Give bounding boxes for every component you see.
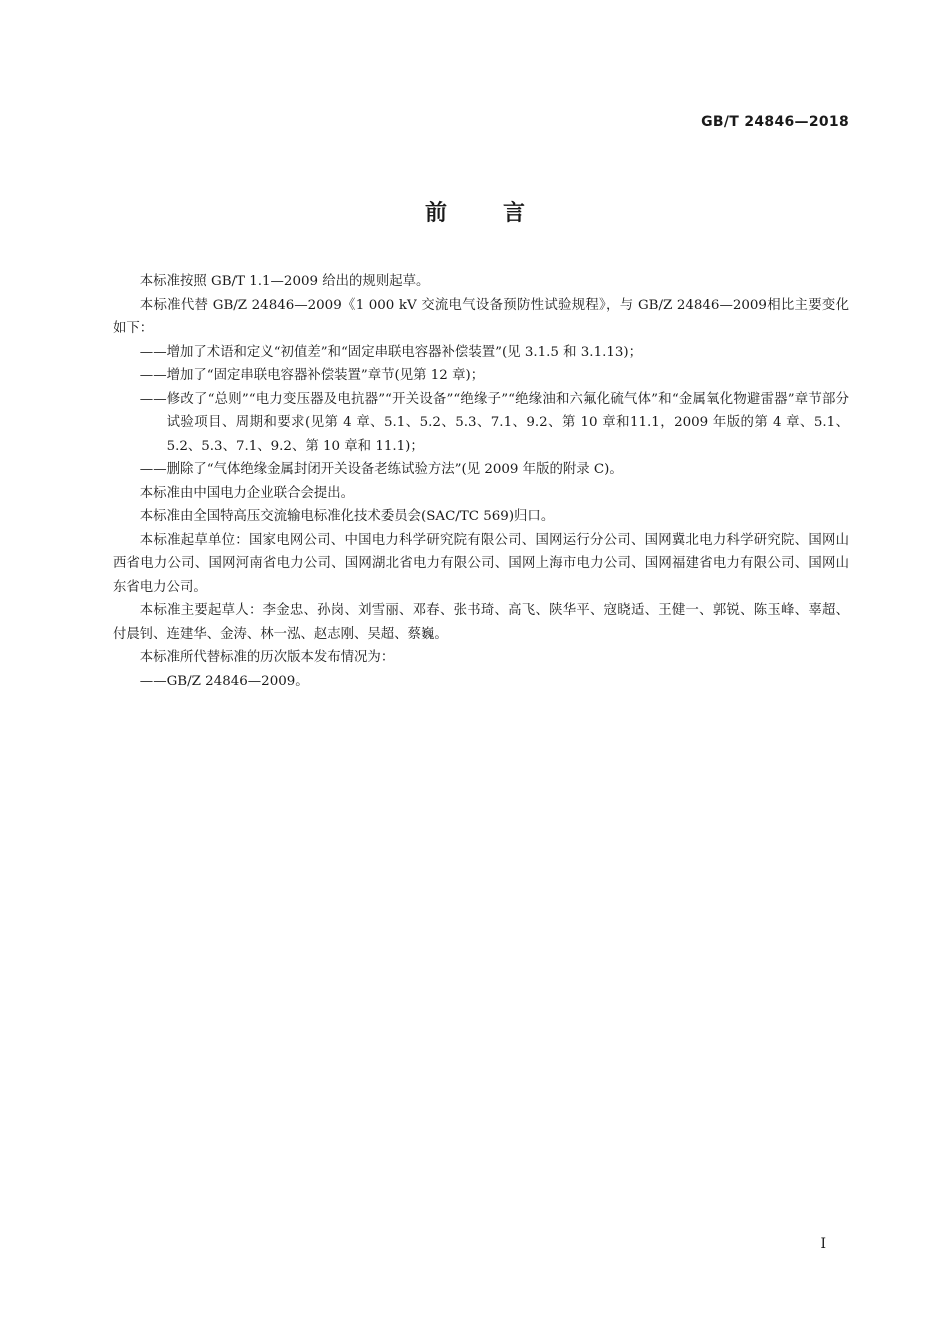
page-title: 前言 <box>424 201 581 226</box>
change-item-terms: ——增加了术语和定义“初值差”和“固定串联电容器补偿装置”(见 3.1.5 和 3.1.13)； <box>139 344 642 360</box>
paragraph-under-jurisdiction: 本标准由全国特高压交流输电标准化技术委员会(SAC/TC 569)归口。 <box>139 509 555 524</box>
paragraph-drafting-units: 本标准起草单位：国家电网公司、中国电力科学研究院有限公司、国网运行分公司、国网冀北电力科学研究院、国网山西省电力公司、国网河南省电力公司、国网湖北省电力有限公司、国网上海市电力公司、国网福建省电力有限公司、国网山东省电力公司。 <box>113 532 849 595</box>
previous-edition-item: ——GB/Z 24846—2009。 <box>139 673 309 689</box>
paragraph-proposed-by: 本标准由中国电力企业联合会提出。 <box>139 485 355 501</box>
page-number: I <box>820 1236 826 1252</box>
change-item-modified: ——修改了“总则”“电力变压器及电抗器”“开关设备”“绝缘子”“绝缘油和六氟化硫气体”和“金属氧化物避雷器”章节部分试验项目、周期和要求(见第 4 章、5.1、5.2、5.3、7.1、9.2、第 10 章和11.1，2009 年版的第 4 章、5.1、5.2、5.3、7.1、9.2、第 10 章和 11.1)； <box>139 391 849 454</box>
change-item-deleted: ——删除了“气体绝缘金属封闭开关设备老练试验方法”(见 2009 年版的附录 C)。 <box>139 462 623 477</box>
paragraph-drafting-rules: 本标准按照 GB/T 1.1—2009 给出的规则起草。 <box>139 274 430 289</box>
paragraph-previous-editions: 本标准所代替标准的历次版本发布情况为： <box>139 650 395 665</box>
foreword-body <box>113 270 849 693</box>
paragraph-replaces: 本标准代替 GB/Z 24846—2009《1 000 kV 交流电气设备预防性试验规程》，与 GB/Z 24846—2009相比主要变化如下： <box>113 297 849 336</box>
standard-number: GB/T 24846—2018 <box>701 114 849 130</box>
change-item-chapter: ——增加了“固定串联电容器补偿装置”章节(见第 12 章)； <box>139 368 485 383</box>
paragraph-drafters: 本标准主要起草人：李金忠、孙岗、刘雪丽、邓春、张书琦、高飞、陕华平、寇晓适、王健一、郭锐、陈玉峰、辜超、付晨钊、连建华、金涛、林一泓、赵志刚、吴超、蔡巍。 <box>113 603 849 642</box>
